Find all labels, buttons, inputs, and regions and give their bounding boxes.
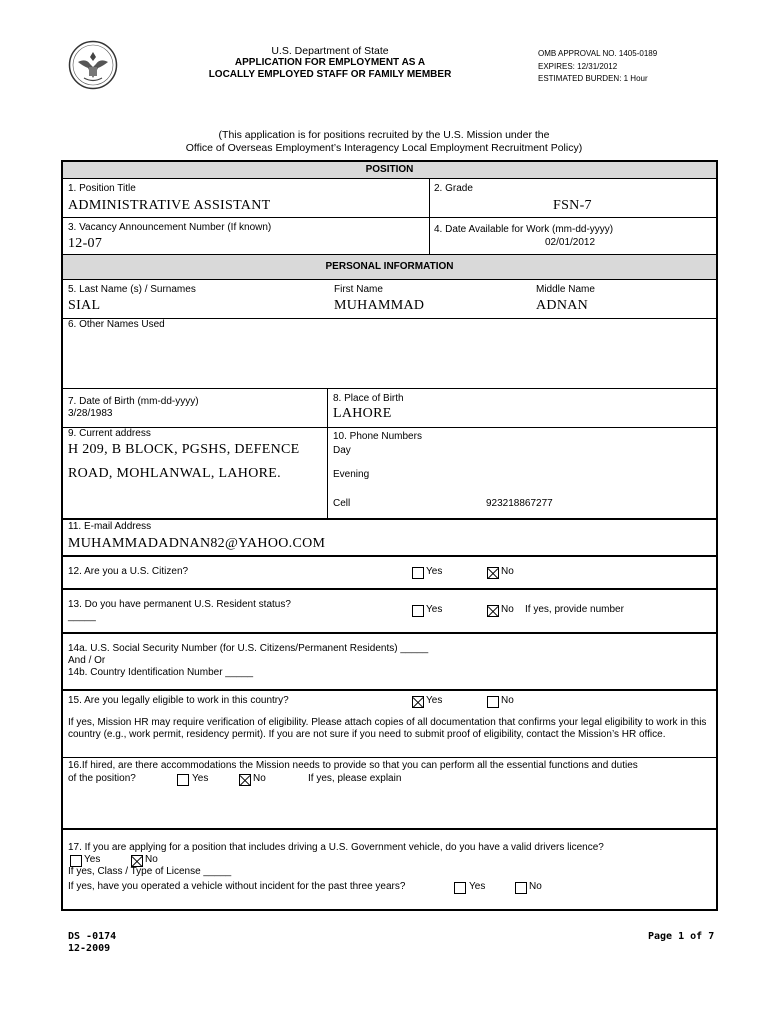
form-title-line1: APPLICATION FOR EMPLOYMENT AS A (234, 57, 426, 68)
last-name-field[interactable]: SIAL (68, 298, 101, 313)
q13-no-checkbox[interactable] (487, 605, 499, 617)
q14a-label: 14a. U.S. Social Security Number (for U.S. Citizens/Permanent Residents) _____ (68, 643, 429, 654)
date-available-field[interactable]: 02/01/2012 (545, 237, 596, 248)
q17-incident-no-label: No (529, 881, 542, 892)
address-line1-field[interactable]: H 209, B BLOCK, PGSHS, DEFENCE (68, 442, 300, 457)
q12-no-checkbox[interactable] (487, 567, 499, 579)
department-name: U.S. Department of State (271, 45, 389, 57)
grade-label: 2. Grade (434, 183, 473, 194)
q16-no-label: No (253, 773, 266, 784)
q15-yes-label: Yes (426, 695, 443, 706)
last-name-label: 5. Last Name (s) / Surnames (68, 284, 196, 295)
other-names-label: 6. Other Names Used (68, 319, 165, 330)
first-name-field[interactable]: MUHAMMAD (334, 298, 425, 313)
omb-expires: EXPIRES: 12/31/2012 (538, 61, 618, 71)
form-number-date: 12-2009 (68, 943, 111, 954)
form-number (68, 931, 116, 955)
pob-field[interactable]: LAHORE (333, 406, 392, 421)
q13-label: 13. Do you have permanent U.S. Resident status? (68, 599, 291, 610)
q13-yes-label: Yes (426, 604, 443, 615)
intro-line1: (This application is for positions recruited by the U.S. Mission under the (218, 129, 550, 141)
q13-note: If yes, provide number (525, 604, 624, 615)
phone-cell-field[interactable]: 923218867277 (486, 498, 553, 509)
q17-incident-no-checkbox[interactable] (515, 882, 527, 894)
email-label: 11. E-mail Address (68, 521, 152, 532)
first-name-label: First Name (334, 284, 383, 295)
q15-no-checkbox[interactable] (487, 696, 499, 708)
intro-line2: Office of Overseas Employment’s Interagency Local Employment Recruitment Policy) (185, 142, 583, 154)
q17-no-label: No (145, 854, 158, 865)
dob-label: 7. Date of Birth (mm-dd-yyyy) (68, 396, 199, 407)
form-number-code: DS -0174 (68, 931, 117, 942)
q12-yes-label: Yes (426, 566, 443, 577)
omb-approval: OMB APPROVAL NO. 1405-0189 (538, 49, 658, 58)
q14-or-label: And / Or (68, 655, 106, 666)
q16-explain-label: If yes, please explain (308, 773, 402, 784)
page-number: Page 1 of 7 (648, 931, 715, 942)
dob-field[interactable]: 3/28/1983 (68, 408, 113, 419)
q16-label-line2: of the position? (68, 773, 136, 784)
phone-cell-label: Cell (333, 498, 351, 509)
omb-burden: ESTIMATED BURDEN: 1 Hour (538, 74, 648, 83)
q13-yes-checkbox[interactable] (412, 605, 424, 617)
form-header (180, 45, 480, 81)
q16-label: 16.If hired, are there accommodations the Mission needs to provide so that you can perform all the essential functions and duties (68, 760, 638, 771)
date-available-label: 4. Date Available for Work (mm-dd-yyyy) (434, 224, 614, 235)
phone-label: 10. Phone Numbers (333, 431, 422, 442)
q12-yes-checkbox[interactable] (412, 567, 424, 579)
q13-no-label: No (501, 604, 514, 615)
q14b-label: 14b. Country Identification Number _____ (68, 667, 254, 678)
q17-class-label: If yes, Class / Type of License _____ (68, 866, 232, 877)
department-seal-icon (68, 40, 118, 90)
q15-no-label: No (501, 695, 514, 706)
intro-text (0, 129, 768, 155)
phone-day-label: Day (333, 445, 351, 456)
q16-yes-checkbox[interactable] (177, 774, 189, 786)
pob-label: 8. Place of Birth (333, 393, 404, 404)
position-title-field[interactable]: ADMINISTRATIVE ASSISTANT (68, 198, 271, 213)
grade-field[interactable]: FSN-7 (553, 198, 592, 213)
address-label: 9. Current address (68, 428, 151, 439)
other-names-field[interactable] (68, 334, 708, 384)
q15-note: If yes, Mission HR may require verification of eligibility. Please attach copies of all documentation that confirms your legal eligibility to work in this country (e.g., work permit, residency permit). If you are not sure if you need to submit proof of eligibility, contact the Mission’s HR office. (68, 717, 707, 740)
q16-yes-label: Yes (192, 773, 209, 784)
q15-label: 15. Are you legally eligible to work in this country? (68, 695, 289, 706)
omb-info (538, 48, 657, 86)
section-position-header: POSITION (63, 162, 716, 178)
vacancy-field[interactable]: 12-07 (68, 236, 103, 251)
phone-evening-label: Evening (333, 469, 370, 480)
q13-blank[interactable]: _____ (68, 611, 96, 622)
q16-explain-field[interactable] (68, 788, 708, 824)
application-form (61, 160, 718, 911)
middle-name-label: Middle Name (536, 284, 595, 295)
q17-yes-label: Yes (84, 854, 101, 865)
address-line2-field[interactable]: ROAD, MOHLANWAL, LAHORE. (68, 466, 281, 481)
q17-incident-yes-label: Yes (469, 881, 486, 892)
section-personal-header: PERSONAL INFORMATION (63, 255, 716, 279)
q16-no-checkbox[interactable] (239, 774, 251, 786)
q15-yes-checkbox[interactable] (412, 696, 424, 708)
middle-name-field[interactable]: ADNAN (536, 298, 589, 313)
vacancy-label: 3. Vacancy Announcement Number (If known) (68, 222, 272, 233)
position-title-label: 1. Position Title (68, 183, 136, 194)
q17-label: 17. If you are applying for a position that includes driving a U.S. Government vehicle, do you have a valid drivers licence? (68, 842, 604, 853)
q17-incident-yes-checkbox[interactable] (454, 882, 466, 894)
q12-no-label: No (501, 566, 514, 577)
q12-label: 12. Are you a U.S. Citizen? (68, 566, 189, 577)
q17-incident-label: If yes, have you operated a vehicle without incident for the past three years? (68, 881, 406, 892)
email-field[interactable]: MUHAMMADADNAN82@YAHOO.COM (68, 536, 326, 551)
form-title-line2: LOCALLY EMPLOYED STAFF OR FAMILY MEMBER (208, 69, 452, 80)
